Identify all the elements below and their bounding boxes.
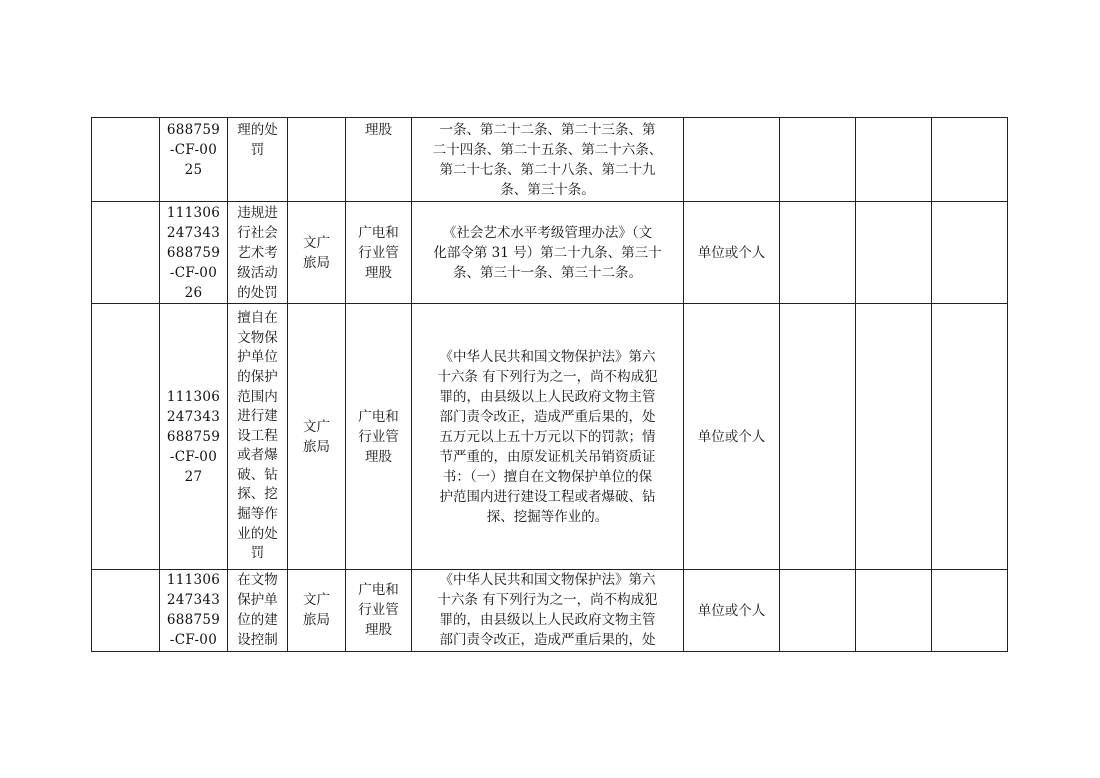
extra-cell: [780, 202, 856, 304]
department-cell: 文广 旅局: [288, 570, 346, 652]
extra-cell: [932, 118, 1008, 202]
extra-cell: [856, 118, 932, 202]
target-cell: 单位或个人: [684, 304, 780, 570]
extra-cell: [780, 304, 856, 570]
office-cell: 广电和 行业管 理股: [346, 304, 412, 570]
target-cell: 单位或个人: [684, 202, 780, 304]
extra-cell: [780, 118, 856, 202]
extra-cell: [932, 304, 1008, 570]
item-name-cell: 擅自在 文物保 护单位 的保护 范围内 进行建 设工程 或者爆 破、钻 探、挖 掘等作 业的处 罚: [228, 304, 288, 570]
item-code-cell: 688759 -CF-00 25: [160, 118, 228, 202]
legal-basis-cell: 《社会艺术水平考级管理办法》（文 化部令第 31 号）第二十九条、第三十 条、第三十一条、第三十二条。: [412, 202, 684, 304]
extra-cell: [856, 304, 932, 570]
table-row: [92, 570, 1008, 652]
target-cell: [684, 118, 780, 202]
extra-cell: [780, 570, 856, 652]
legal-basis-cell: 《中华人民共和国文物保护法》第六 十六条 有下列行为之一，尚不构成犯 罪的，由县级以上人民政府文物主管 部门责令改正，造成严重后果的，处: [412, 570, 684, 652]
office-cell: 理股: [346, 118, 412, 202]
row-index-cell: [92, 570, 160, 652]
department-cell: 文广 旅局: [288, 304, 346, 570]
item-code-cell: 111306 247343 688759 -CF-00 27: [160, 304, 228, 570]
table-row: [92, 118, 1008, 202]
extra-cell: [932, 202, 1008, 304]
item-name-cell: 违规进 行社会 艺术考 级活动 的处罚: [228, 202, 288, 304]
office-cell: 广电和 行业管 理股: [346, 570, 412, 652]
row-index-cell: [92, 304, 160, 570]
extra-cell: [932, 570, 1008, 652]
table-row: [92, 202, 1008, 304]
row-index-cell: [92, 118, 160, 202]
table-row: [92, 304, 1008, 570]
department-cell: 文广 旅局: [288, 202, 346, 304]
item-name-cell: 在文物 保护单 位的建 设控制: [228, 570, 288, 652]
authority-table: [91, 117, 1008, 652]
extra-cell: [856, 570, 932, 652]
row-index-cell: [92, 202, 160, 304]
office-cell: 广电和 行业管 理股: [346, 202, 412, 304]
department-cell: [288, 118, 346, 202]
legal-basis-cell: 《中华人民共和国文物保护法》第六 十六条 有下列行为之一，尚不构成犯 罪的，由县级以上人民政府文物主管 部门责令改正，造成严重后果的，处 五万元以上五十万元以下的罚款；情 节严重的，由原发证机关吊销资质证 书：（一）擅自在文物保护单位的保 护范围内进行建设工程或者爆破、钻 探、挖掘等作业的。: [412, 304, 684, 570]
target-cell: 单位或个人: [684, 570, 780, 652]
item-code-cell: 111306 247343 688759 -CF-00: [160, 570, 228, 652]
item-code-cell: 111306 247343 688759 -CF-00 26: [160, 202, 228, 304]
legal-basis-cell: 一条、第二十二条、第二十三条、第 二十四条、第二十五条、第二十六条、 第二十七条、第二十八条、第二十九 条、第三十条。: [412, 118, 684, 202]
item-name-cell: 理的处 罚: [228, 118, 288, 202]
extra-cell: [856, 202, 932, 304]
